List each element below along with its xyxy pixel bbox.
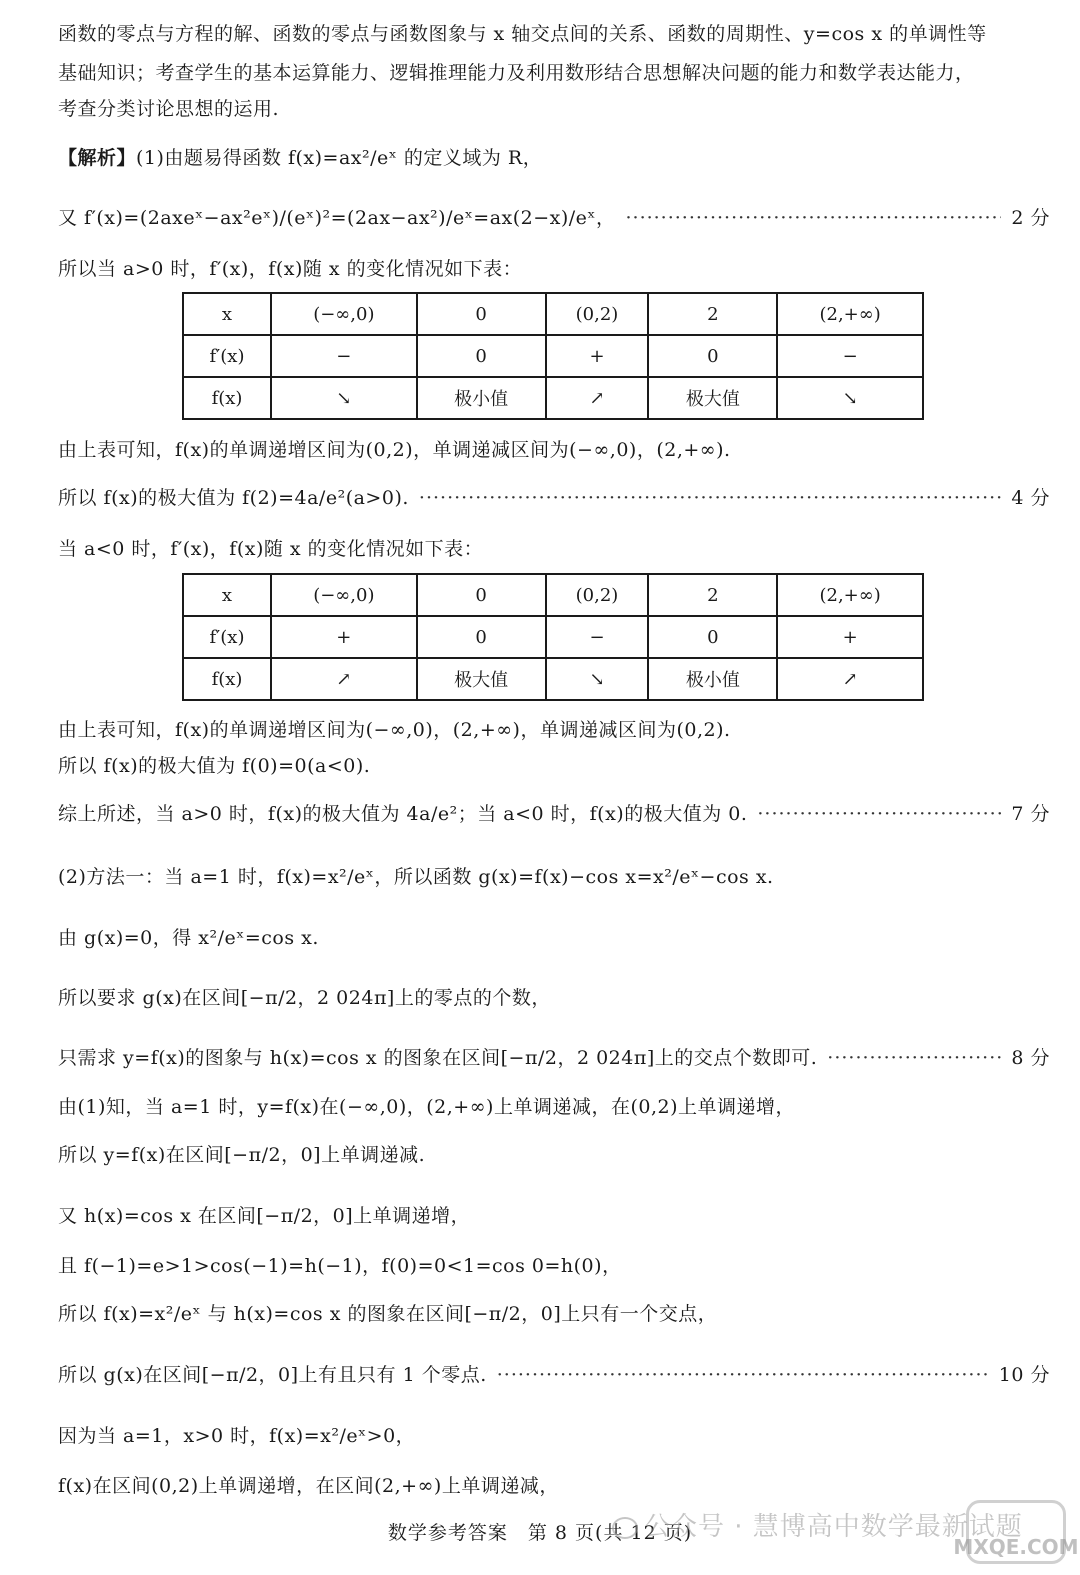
table-cell: + xyxy=(271,616,417,658)
text-line: 由上表可知，f(x)的单调递增区间为(−∞,0)，(2,+∞)，单调递减区间为(0,2). xyxy=(58,719,731,741)
table-row xyxy=(183,335,923,377)
text-line: f(x)在区间(0,2)上单调递增，在区间(2,+∞)上单调递减， xyxy=(58,1475,559,1497)
solution-start-line xyxy=(58,144,1050,172)
dot-leader xyxy=(827,1044,1001,1072)
table-cell: 0 xyxy=(417,616,546,658)
text-line: (1)由题易得函数 f(x)=ax²/eˣ 的定义域为 R， xyxy=(136,147,543,169)
table-cell: 极小值 xyxy=(417,377,546,419)
table-cell: f(x) xyxy=(183,658,271,700)
table-cell: ↗ xyxy=(777,658,923,700)
scored-line xyxy=(58,484,1050,512)
table-cell: 2 xyxy=(648,293,777,335)
text-line: 所以 g(x)在区间[−π/2，0]上有且只有 1 个零点. xyxy=(58,1364,487,1386)
table-cell: ↗ xyxy=(271,658,417,700)
table-cell: 极大值 xyxy=(417,658,546,700)
page-footer: 数学参考答案 第 8 页(共 12 页) xyxy=(387,1522,693,1544)
text-line: 所以 f(x)=x²/eˣ 与 h(x)=cos x 的图象在区间[−π/2，0]上只有一个交点， xyxy=(58,1303,718,1325)
table-row xyxy=(183,293,923,335)
text-line: 又 f′(x)=(2axeˣ−ax²eˣ)/(eˣ)²=(2ax−ax²)/eˣ=ax(2−x)/eˣ， xyxy=(58,207,616,229)
table-cell: ↘ xyxy=(546,658,649,700)
table-cell: x xyxy=(183,293,271,335)
text-line: 只需求 y=f(x)的图象与 h(x)=cos x 的图象在区间[−π/2，2 024π]上的交点个数即可. xyxy=(58,1047,818,1069)
table-cell: x xyxy=(183,574,271,616)
table-row xyxy=(183,658,923,700)
text-line: 由(1)知，当 a=1 时，y=f(x)在(−∞,0)，(2,+∞)上单调递减，在(0,2)上单调递增， xyxy=(58,1096,795,1118)
table-cell: 极小值 xyxy=(648,658,777,700)
table-cell: ↘ xyxy=(271,377,417,419)
variation-table-a-positive xyxy=(182,292,924,420)
scored-line xyxy=(58,800,1050,828)
text-line: 所以 f(x)的极大值为 f(0)=0(a<0). xyxy=(58,755,371,777)
table-row xyxy=(183,616,923,658)
table-cell: ↘ xyxy=(777,377,923,419)
text-line: 当 a<0 时，f′(x)，f(x)随 x 的变化情况如下表： xyxy=(58,538,484,560)
text-line: 综上所述，当 a>0 时，f(x)的极大值为 4a/e²；当 a<0 时，f(x)的极大值为 0. xyxy=(58,803,748,825)
table-cell: f′(x) xyxy=(183,616,271,658)
table-cell: (−∞,0) xyxy=(271,293,417,335)
variation-table-a-negative xyxy=(182,573,924,701)
text-line: 函数的零点与方程的解、函数的零点与函数图象与 x 轴交点间的关系、函数的周期性、y=cos x 的单调性等 xyxy=(58,23,987,45)
table-cell: 极大值 xyxy=(648,377,777,419)
table-cell: 2 xyxy=(648,574,777,616)
score-label: 2 分 xyxy=(1011,207,1050,229)
text-line: 考查分类讨论思想的运用. xyxy=(58,98,280,120)
table-cell: 0 xyxy=(648,616,777,658)
table-cell: + xyxy=(777,616,923,658)
dot-leader xyxy=(497,1361,989,1389)
table-row xyxy=(183,574,923,616)
table-cell: (−∞,0) xyxy=(271,574,417,616)
table-cell: f′(x) xyxy=(183,335,271,377)
watermark-logo: MXQE.COM xyxy=(966,1500,1066,1564)
dot-leader xyxy=(419,484,1001,512)
table-cell: + xyxy=(546,335,649,377)
table-cell: − xyxy=(271,335,417,377)
text-line: 所以要求 g(x)在区间[−π/2，2 024π]上的零点的个数， xyxy=(58,987,551,1009)
text-line: 所以当 a>0 时，f′(x)，f(x)随 x 的变化情况如下表： xyxy=(58,258,523,280)
text-line: 所以 f(x)的极大值为 f(2)=4a/e²(a>0). xyxy=(58,487,409,509)
table-row xyxy=(183,377,923,419)
score-label: 10 分 xyxy=(998,1364,1050,1386)
table-cell: − xyxy=(777,335,923,377)
score-label: 4 分 xyxy=(1011,487,1050,509)
wechat-icon xyxy=(612,1517,638,1539)
solution-tag: 【解析】 xyxy=(58,147,137,169)
score-label: 7 分 xyxy=(1011,803,1050,825)
score-label: 8 分 xyxy=(1011,1047,1050,1069)
text-line: 所以 y=f(x)在区间[−π/2，0]上单调递减. xyxy=(58,1144,426,1166)
table-cell: ↗ xyxy=(546,377,649,419)
table-cell: (0,2) xyxy=(546,293,649,335)
table-cell: 0 xyxy=(417,335,546,377)
table-cell: 0 xyxy=(417,293,546,335)
scored-line xyxy=(58,204,1050,232)
scored-line xyxy=(58,1044,1050,1072)
watermark-text: 公众号 · 慧博高中数学最新试题 xyxy=(644,1512,1023,1542)
table-cell: (0,2) xyxy=(546,574,649,616)
table-cell: 0 xyxy=(648,335,777,377)
table-cell: − xyxy=(546,616,649,658)
table-cell: 0 xyxy=(417,574,546,616)
text-line: (2)方法一：当 a=1 时，f(x)=x²/eˣ，所以函数 g(x)=f(x)−cos x=x²/eˣ−cos x. xyxy=(58,866,774,888)
scored-line xyxy=(58,1361,1050,1389)
text-line: 因为当 a=1，x>0 时，f(x)=x²/eˣ>0， xyxy=(58,1425,416,1447)
text-line: 又 h(x)=cos x 在区间[−π/2，0]上单调递增， xyxy=(58,1205,471,1227)
text-line: 由上表可知，f(x)的单调递增区间为(0,2)，单调递减区间为(−∞,0)，(2,+∞). xyxy=(58,439,731,461)
table-cell: f(x) xyxy=(183,377,271,419)
table-cell: (2,+∞) xyxy=(777,293,923,335)
dot-leader xyxy=(757,800,1001,828)
table-cell: (2,+∞) xyxy=(777,574,923,616)
text-line: 由 g(x)=0，得 x²/eˣ=cos x. xyxy=(58,927,319,949)
text-line: 且 f(−1)=e>1>cos(−1)=h(−1)，f(0)=0<1=cos 0=h(0)， xyxy=(58,1255,622,1277)
dot-leader xyxy=(625,204,1001,232)
text-line: 基础知识；考查学生的基本运算能力、逻辑推理能力及利用数形结合思想解决问题的能力和数学表达能力， xyxy=(58,62,975,84)
